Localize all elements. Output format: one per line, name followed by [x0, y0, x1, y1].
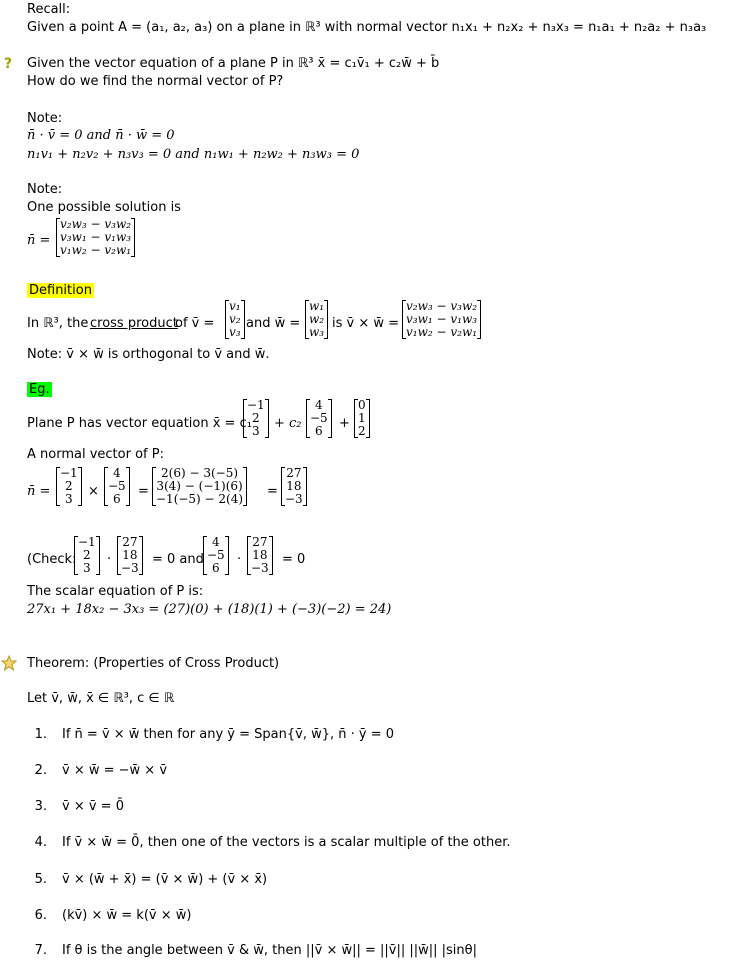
check-result-entry: 18 [122, 548, 138, 562]
check-vec-2 [203, 536, 229, 575]
definition-v-vector [225, 300, 245, 339]
definition-is: is v̄ × w̄ = [332, 316, 400, 331]
definition-pre: In ℝ³, the [27, 316, 89, 331]
v-entry: v₁ [229, 299, 241, 313]
check-eq0-and: = 0 and [152, 552, 204, 567]
note1-line-1: n̄ · v̄ = 0 and n̄ · w̄ = 0 [27, 128, 175, 143]
check-result-entry: 18 [252, 548, 268, 562]
v-entry: v₂ [229, 312, 241, 326]
cross-vec-a [56, 467, 82, 506]
theorem-let: Let v̄, w̄, x̄ ∈ ℝ³, c ∈ ℝ [27, 691, 175, 706]
list-item-number: 6. [34, 908, 47, 923]
check-eq0: = 0 [282, 552, 306, 567]
check-pre: (Check: [27, 552, 77, 567]
plane-vec-2 [306, 399, 332, 438]
result-entry: v₃w₁ − v₁w₃ [406, 312, 478, 326]
definition-of-v: of v̄ = [175, 316, 215, 331]
vec3-entry: 2 [358, 424, 366, 438]
check-result-2 [247, 536, 273, 575]
result-value: 27 [286, 466, 302, 480]
definition-label-text: Definition [29, 283, 92, 298]
check-result-entry: 27 [252, 535, 268, 549]
check1-entry: 2 [83, 548, 91, 562]
note1-line-2: n₁v₁ + n₂v₂ + n₃v₃ = 0 and n₁w₁ + n₂w₂ + n₃w₃ = 0 [27, 147, 360, 162]
check-result-entry: 27 [122, 535, 138, 549]
plane-vec-3 [354, 399, 370, 438]
plus-sign: + [339, 416, 350, 431]
expanded-entry: 3(4) − (−1)(6) [156, 479, 243, 493]
note1-heading: Note: [27, 111, 63, 126]
cross-vec-b [104, 467, 130, 506]
w-entry: w₁ [309, 299, 325, 313]
expanded-entry: −1(−5) − 2(4) [156, 492, 244, 506]
list-item: If v̄ × w̄ = 0̄, then one of the vectors is a scalar multiple of the other. [62, 835, 511, 850]
cross-a-entry: 3 [65, 492, 73, 506]
equals-sign-1: = [138, 484, 149, 499]
normal-vector-label: A normal vector of P: [27, 447, 164, 462]
vec3-entry: 1 [358, 411, 366, 425]
plus-c2: + c₂ [274, 416, 302, 431]
normal-vector [56, 218, 135, 257]
example-label-text: Eg. [29, 382, 50, 397]
list-item: If θ is the angle between v̄ & w̄, then ||v̄ × w̄|| = ||v̄|| ||w̄|| |sinθ| [62, 943, 477, 958]
w-entry: w₃ [309, 325, 325, 339]
dot-sign-1: · [107, 552, 112, 567]
result-entry: v₁w₂ − v₂w₁ [406, 325, 478, 339]
vec2-entry: 4 [315, 398, 323, 412]
expanded-entry: 2(6) − 3(−5) [161, 466, 239, 480]
example-label [27, 382, 52, 398]
list-item-number: 4. [34, 835, 47, 850]
normal-lhs: n̄ = [27, 233, 51, 248]
recall-heading: Recall: [27, 2, 71, 17]
definition-and-w: and w̄ = [246, 316, 301, 331]
vec1-entry: −1 [247, 398, 265, 412]
plane-equation-pre: Plane P has vector equation x̄ = c₁ [27, 416, 252, 431]
vec3-entry: 0 [358, 398, 366, 412]
star-icon [1, 655, 17, 671]
list-item-number: 7. [34, 943, 47, 958]
list-item: If n̄ = v̄ × w̄ then for any ȳ = Span{v̄, w̄}, n̄ · ȳ = 0 [62, 727, 395, 742]
vec1-entry: 2 [252, 411, 260, 425]
cross-b-entry: 6 [113, 492, 121, 506]
list-item-number: 1. [34, 727, 47, 742]
v-entry: v₃ [229, 325, 241, 339]
dot-sign-2: · [237, 552, 242, 567]
note2-heading: Note: [27, 182, 63, 197]
list-item-number: 5. [34, 872, 47, 887]
list-item-number: 3. [34, 799, 47, 814]
cross-b-entry: −5 [108, 479, 126, 493]
question-line-1: Given the vector equation of a plane P in ℝ³ x̄ = c₁v̄₁ + c₂w̄ + b̄ [27, 56, 440, 71]
n-lhs: n̄ = [27, 484, 51, 499]
list-item: v̄ × w̄ = −w̄ × v̄ [62, 763, 168, 778]
vec2-entry: 6 [315, 424, 323, 438]
result-value: 18 [286, 479, 302, 493]
vec2-entry: −5 [310, 411, 328, 425]
question-line-2: How do we find the normal vector of P? [27, 74, 284, 89]
definition-note: Note: v̄ × w̄ is orthogonal to v̄ and w̄. [27, 347, 270, 362]
vec1-entry: 3 [252, 424, 260, 438]
cross-a-entry: 2 [65, 479, 73, 493]
check2-entry: −5 [207, 548, 225, 562]
cross-a-entry: −1 [60, 466, 78, 480]
list-item-number: 2. [34, 763, 47, 778]
list-item: v̄ × v̄ = 0̄ [62, 799, 124, 814]
list-item: v̄ × (w̄ + x̄) = (v̄ × w̄) + (v̄ × x̄) [62, 872, 268, 887]
list-item: (kv̄) × w̄ = k(v̄ × w̄) [62, 908, 192, 923]
plane-vec-1 [243, 399, 269, 438]
check2-entry: 6 [212, 561, 220, 575]
check2-entry: 4 [212, 535, 220, 549]
recall-line: Given a point A = (a₁, a₂, a₃) on a plane in ℝ³ with normal vector n₁x₁ + n₂x₂ + n₃x₃ = n₁a₁ + n₂a₂ + n₃a₃ [27, 20, 707, 35]
normal-vector-entry: v₂w₃ − v₃w₂ [60, 217, 132, 231]
check1-entry: −1 [78, 535, 96, 549]
check-vec-1 [74, 536, 100, 575]
definition-label [27, 283, 94, 299]
check-result-entry: −3 [121, 561, 139, 575]
definition-result-vector [402, 300, 481, 339]
expanded-vector [152, 467, 247, 506]
scalar-label: The scalar equation of P is: [27, 584, 204, 599]
normal-vector-entry: v₁w₂ − v₂w₁ [60, 243, 132, 257]
cross-product-term: cross product [90, 316, 178, 331]
equals-sign-2: = [267, 484, 278, 499]
question-mark-icon: ? [4, 56, 13, 72]
note2-line-1: One possible solution is [27, 200, 181, 215]
theorem-title: Theorem: (Properties of Cross Product) [27, 656, 280, 671]
scalar-equation: 27x₁ + 18x₂ − 3x₃ = (27)(0) + (18)(1) + (−3)(−2) = 24) [27, 602, 392, 617]
cross-b-entry: 4 [113, 466, 121, 480]
w-entry: w₂ [309, 312, 325, 326]
check-result-entry: −3 [251, 561, 269, 575]
definition-w-vector [305, 300, 328, 339]
result-vector [281, 467, 307, 506]
result-entry: v₂w₃ − v₃w₂ [406, 299, 478, 313]
normal-vector-entry: v₃w₁ − v₁w₃ [60, 230, 132, 244]
check1-entry: 3 [83, 561, 91, 575]
times-sign: × [88, 484, 99, 499]
result-value: −3 [285, 492, 303, 506]
check-result-1 [117, 536, 143, 575]
